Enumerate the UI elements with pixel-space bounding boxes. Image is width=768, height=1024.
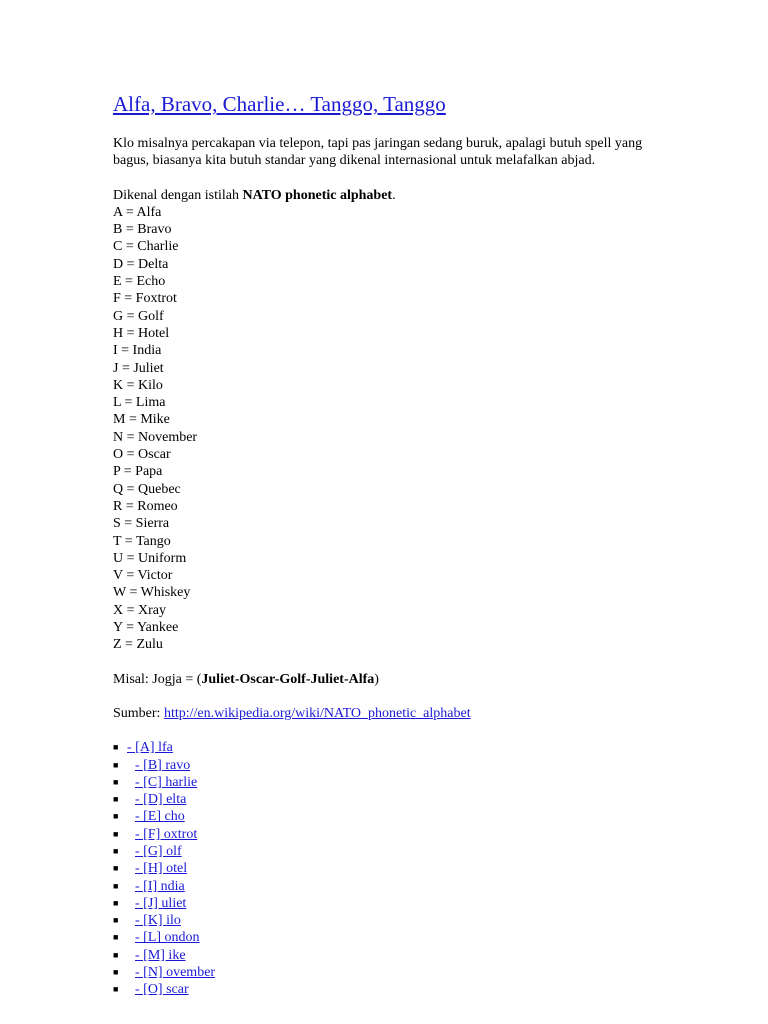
phonetic-link[interactable]: - [N] ovember [135,965,216,981]
bullet-icon: ■ [113,897,119,908]
alphabet-item: N = November [113,429,198,445]
phonetic-link-item [113,860,673,877]
bullet-icon: ■ [113,845,119,856]
phonetic-link-item [113,791,673,808]
phonetic-link[interactable]: - [O] scar [135,982,189,998]
alphabet-item: M = Mike [113,412,170,428]
article [113,90,673,999]
source-label: Sumber: [113,705,164,721]
example-prefix: Misal: Jogja = ( [113,671,202,687]
known-as-suffix: . [392,187,396,203]
known-as-line [113,187,673,204]
phonetic-link-item [113,774,673,791]
article-title [113,90,673,118]
phonetic-link-item [113,757,673,774]
alphabet-item: H = Hotel [113,325,170,341]
phonetic-link-list [113,739,673,998]
alphabet-item: S = Sierra [113,516,170,532]
phonetic-link[interactable]: - [H] otel [135,861,188,877]
known-as-prefix: Dikenal dengan istilah [113,187,243,203]
phonetic-link[interactable]: - [C] harlie [135,774,198,790]
alphabet-item: E = Echo [113,274,166,290]
alphabet-item: F = Foxtrot [113,291,177,307]
phonetic-link-item [113,929,673,946]
phonetic-link[interactable]: - [A] lfa [127,740,173,756]
alphabet-item: A = Alfa [113,204,162,220]
alphabet-item: O = Oscar [113,447,171,463]
phonetic-link-item [113,895,673,912]
alphabet-item: G = Golf [113,308,164,324]
bullet-icon: ■ [113,794,119,805]
source-line [113,705,673,722]
phonetic-link[interactable]: - [J] uliet [135,895,187,911]
phonetic-link-item [113,878,673,895]
alphabet-item: X = Xray [113,602,166,618]
alphabet-item: L = Lima [113,395,166,411]
bullet-icon: ■ [113,863,119,874]
phonetic-link[interactable]: - [E] cho [135,809,185,825]
alphabet-item: K = Kilo [113,377,163,393]
phonetic-link[interactable]: - [G] olf [135,843,182,859]
bullet-icon: ■ [113,967,119,978]
alphabet-item: J = Juliet [113,360,164,376]
alphabet-item: Z = Zulu [113,637,163,653]
alphabet-item: W = Whiskey [113,585,191,601]
phonetic-link[interactable]: - [F] oxtrot [135,826,198,842]
alphabet-item: C = Charlie [113,239,179,255]
bullet-icon: ■ [113,742,119,753]
bullet-icon: ■ [113,949,119,960]
phonetic-link[interactable]: - [M] ike [135,947,186,963]
alphabet-item: U = Uniform [113,550,187,566]
alphabet-item: D = Delta [113,256,169,272]
bullet-icon: ■ [113,915,119,926]
phonetic-link[interactable]: - [D] elta [135,792,187,808]
bullet-icon: ■ [113,811,119,822]
bullet-icon: ■ [113,759,119,770]
alphabet-item: Y = Yankee [113,620,179,636]
phonetic-link-item [113,964,673,981]
phonetic-link-item [113,843,673,860]
bullet-icon: ■ [113,932,119,943]
example-spelling: Juliet-Oscar-Golf-Juliet-Alfa [201,671,375,687]
phonetic-link-item [113,808,673,825]
source-link[interactable]: http://en.wikipedia.org/wiki/NATO_phonetic_alphabet [163,705,471,721]
article-title-link[interactable]: Alfa, Bravo, Charlie… Tanggo, Tanggo [113,92,446,116]
phonetic-link-item [113,739,673,756]
phonetic-link[interactable]: - [K] ilo [135,913,181,929]
alphabet-item: I = India [113,343,162,359]
phonetic-link[interactable]: - [I] ndia [135,878,185,894]
alphabet-item: P = Papa [113,464,163,480]
phonetic-link-item [113,947,673,964]
example-suffix: ) [374,671,379,687]
example-line [113,671,673,688]
alphabet-item: V = Victor [113,568,173,584]
alphabet-item: R = Romeo [113,498,178,514]
phonetic-link-item [113,981,673,998]
alphabet-item: T = Tango [113,533,171,549]
phonetic-link[interactable]: - [L] ondon [135,930,200,946]
bullet-icon: ■ [113,984,119,995]
phonetic-link[interactable]: - [B] ravo [135,757,191,773]
phonetic-link-item [113,912,673,929]
intro-paragraph: Klo misalnya percakapan via telepon, tapi pas jaringan sedang buruk, apalagi butuh spell yang bagus, biasanya kita butuh standar yang dikenal internasional untuk melafalkan abjad. [113,136,643,169]
nato-term: NATO phonetic alphabet [242,187,393,203]
alphabet-item: B = Bravo [113,222,172,238]
alphabet-list [113,204,673,654]
bullet-icon: ■ [113,776,119,787]
alphabet-item: Q = Quebec [113,481,181,497]
bullet-icon: ■ [113,828,119,839]
bullet-icon: ■ [113,880,119,891]
phonetic-link-item [113,826,673,843]
